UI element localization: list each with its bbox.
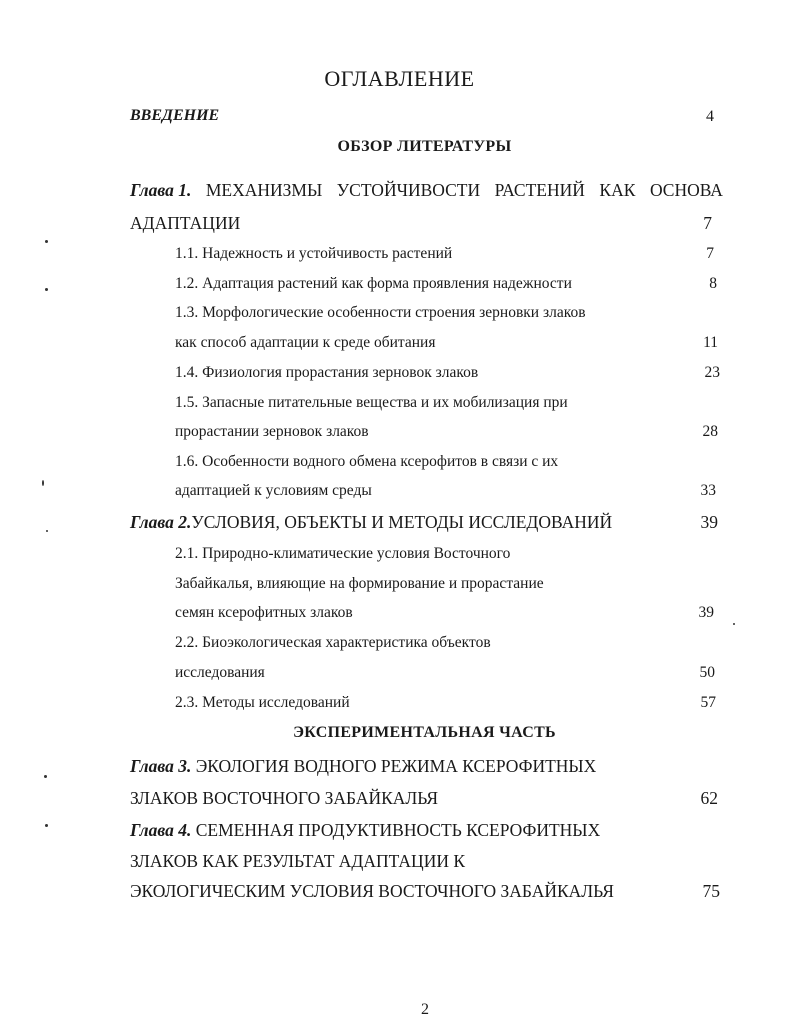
page-title: ОГЛАВЛЕНИЕ — [324, 66, 475, 91]
toc-item-2-1-cont: Забайкалья, влияющие на формирование и прорастание — [175, 575, 544, 592]
toc-page-1-4: 23 — [704, 364, 720, 381]
scan-speck — [42, 480, 44, 486]
section-heading-experimental: ЭКСПЕРИМЕНТАЛЬНАЯ ЧАСТЬ — [293, 724, 556, 741]
toc-page-1-5: 28 — [702, 423, 718, 440]
chapter-1-heading — [130, 180, 723, 201]
chapter-1-word: КАК — [599, 180, 636, 200]
toc-item-1-4: 1.4. Физиология прорастания зерновок злаков — [175, 364, 479, 381]
chapter-2-title: УСЛОВИЯ, ОБЪЕКТЫ И МЕТОДЫ ИССЛЕДОВАНИЙ — [191, 512, 613, 532]
toc-page-1-2: 8 — [709, 275, 717, 292]
intro-page: 4 — [706, 108, 714, 125]
toc-page-2-3: 57 — [700, 694, 716, 711]
page-number: 2 — [421, 1001, 429, 1018]
chapter-3-page: 62 — [700, 788, 718, 808]
chapter-1-page: 7 — [703, 213, 712, 233]
chapter-4-prefix: Глава 4. — [130, 820, 192, 840]
chapter-1-line2: АДАПТАЦИИ — [130, 213, 241, 233]
toc-item-2-2-cont: исследования — [175, 664, 265, 681]
toc-item-1-6: 1.6. Особенности водного обмена ксерофитов в связи с их — [175, 453, 559, 470]
toc-item-1-5-cont: прорастании зерновок злаков — [175, 423, 369, 440]
chapter-4-heading — [130, 820, 600, 841]
scan-speck — [45, 240, 48, 243]
scan-speck — [46, 530, 48, 532]
chapter-3-heading — [130, 756, 596, 777]
toc-item-1-3-cont: как способ адаптации к среде обитания — [175, 334, 436, 351]
toc-item-2-2: 2.2. Биоэкологическая характеристика объектов — [175, 634, 491, 651]
toc-item-1-5: 1.5. Запасные питательные вещества и их мобилизация при — [175, 394, 568, 411]
toc-page-1-6: 33 — [700, 482, 716, 499]
toc-item-2-3: 2.3. Методы исследований — [175, 694, 350, 711]
toc-item-2-1: 2.1. Природно-климатические условия Восточного — [175, 545, 511, 562]
chapter-4-line3: ЭКОЛОГИЧЕСКИМ УСЛОВИЯ ВОСТОЧНОГО ЗАБАЙКАЛЬЯ — [130, 881, 614, 901]
toc-item-1-2: 1.2. Адаптация растений как форма проявления надежности — [175, 275, 572, 292]
chapter-3-prefix: Глава 3. — [130, 756, 192, 776]
toc-page-1-3: 11 — [703, 334, 718, 351]
toc-page-2-1: 39 — [698, 604, 714, 621]
chapter-2-page: 39 — [700, 512, 718, 532]
chapter-2-heading — [130, 512, 612, 533]
toc-item-2-1-cont: семян ксерофитных злаков — [175, 604, 353, 621]
scan-speck — [44, 775, 47, 778]
chapter-1-word: УСТОЙЧИВОСТИ — [336, 180, 481, 200]
toc-page-1-1: 7 — [706, 245, 714, 262]
chapter-1-word: МЕХАНИЗМЫ — [205, 180, 323, 200]
intro-label: ВВЕДЕНИЕ — [130, 107, 220, 124]
chapter-1-word: РАСТЕНИЙ — [494, 180, 585, 200]
scan-speck — [45, 824, 48, 827]
toc-item-1-6-cont: адаптацией к условиям среды — [175, 482, 372, 499]
scan-speck — [733, 623, 735, 625]
chapter-2-prefix: Глава 2. — [130, 512, 192, 532]
toc-item-1-3: 1.3. Морфологические особенности строения зерновки злаков — [175, 304, 586, 321]
chapter-1-word: ОСНОВА — [649, 180, 723, 200]
chapter-1-prefix: Глава 1. — [130, 180, 192, 200]
scan-speck — [45, 288, 48, 291]
toc-item-1-1: 1.1. Надежность и устойчивость растений — [175, 245, 453, 262]
chapter-3-line2: ЗЛАКОВ ВОСТОЧНОГО ЗАБАЙКАЛЬЯ — [130, 788, 439, 808]
toc-page-2-2: 50 — [699, 664, 715, 681]
chapter-3-title: ЭКОЛОГИЯ ВОДНОГО РЕЖИМА КСЕРОФИТНЫХ — [195, 756, 597, 776]
section-heading-literature: ОБЗОР ЛИТЕРАТУРЫ — [337, 138, 512, 155]
chapter-4-line2: ЗЛАКОВ КАК РЕЗУЛЬТАТ АДАПТАЦИИ К — [130, 851, 466, 871]
chapter-4-title: СЕМЕННАЯ ПРОДУКТИВНОСТЬ КСЕРОФИТНЫХ — [195, 820, 601, 840]
chapter-4-page: 75 — [702, 881, 720, 901]
